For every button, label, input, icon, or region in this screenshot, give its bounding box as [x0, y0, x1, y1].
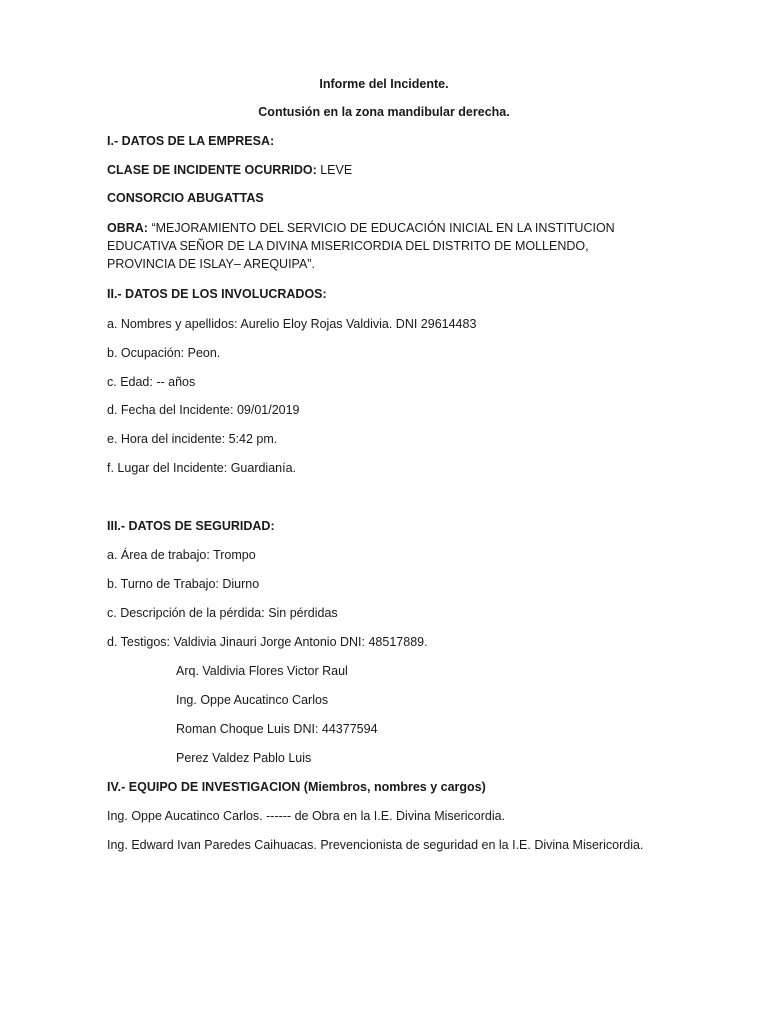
section-heading-seguridad: III.- DATOS DE SEGURIDAD:	[107, 519, 275, 533]
section-heading-empresa: I.- DATOS DE LA EMPRESA:	[107, 134, 275, 148]
document-title: Informe del Incidente.	[319, 77, 449, 91]
list-item: f. Lugar del Incidente: Guardianía.	[107, 461, 297, 475]
obra-paragraph	[107, 219, 647, 273]
incident-class-value: LEVE	[316, 163, 353, 177]
list-item: Ing. Edward Ivan Paredes Caihuacas. Prevencionista de seguridad en la I.E. Divina Misericordia.	[107, 838, 644, 852]
witness-item: Arq. Valdivia Flores Victor Raul	[176, 664, 348, 678]
section-heading-involucrados: II.- DATOS DE LOS INVOLUCRADOS:	[107, 287, 327, 301]
list-item: c. Descripción de la pérdida: Sin pérdidas	[107, 606, 338, 620]
list-item: a. Nombres y apellidos: Aurelio Eloy Rojas Valdivia. DNI 29614483	[107, 317, 477, 331]
list-item: c. Edad: -- años	[107, 375, 196, 389]
list-item: d. Testigos: Valdivia Jinauri Jorge Antonio DNI: 48517889.	[107, 635, 428, 649]
incident-class	[107, 162, 352, 179]
witness-item: Roman Choque Luis DNI: 44377594	[176, 722, 378, 736]
company-name: CONSORCIO ABUGATTAS	[107, 191, 264, 205]
list-item: e. Hora del incidente: 5:42 pm.	[107, 432, 278, 446]
list-item: b. Turno de Trabajo: Diurno	[107, 577, 260, 591]
section-heading-investigacion: IV.- EQUIPO DE INVESTIGACION (Miembros, nombres y cargos)	[107, 780, 486, 794]
list-item: Ing. Oppe Aucatinco Carlos. ------ de Obra en la I.E. Divina Misericordia.	[107, 809, 506, 823]
list-item: b. Ocupación: Peon.	[107, 346, 221, 360]
list-item: d. Fecha del Incidente: 09/01/2019	[107, 403, 300, 417]
incident-class-label: CLASE DE INCIDENTE OCURRIDO:	[107, 163, 317, 177]
witness-item: Perez Valdez Pablo Luis	[176, 751, 312, 765]
obra-value: “MEJORAMIENTO DEL SERVICIO DE EDUCACIÓN INICIAL EN LA INSTITUCION EDUCATIVA SEÑOR DE LA DIVINA MISERICORDIA DEL DISTRITO DE MOLLENDO, PROVINCIA DE ISLAY– AREQUIPA”.	[107, 221, 615, 271]
witness-item: Ing. Oppe Aucatinco Carlos	[176, 693, 329, 707]
document-subtitle: Contusión en la zona mandibular derecha.	[258, 105, 510, 119]
obra-label: OBRA:	[107, 221, 148, 235]
list-item: a. Área de trabajo: Trompo	[107, 548, 256, 562]
